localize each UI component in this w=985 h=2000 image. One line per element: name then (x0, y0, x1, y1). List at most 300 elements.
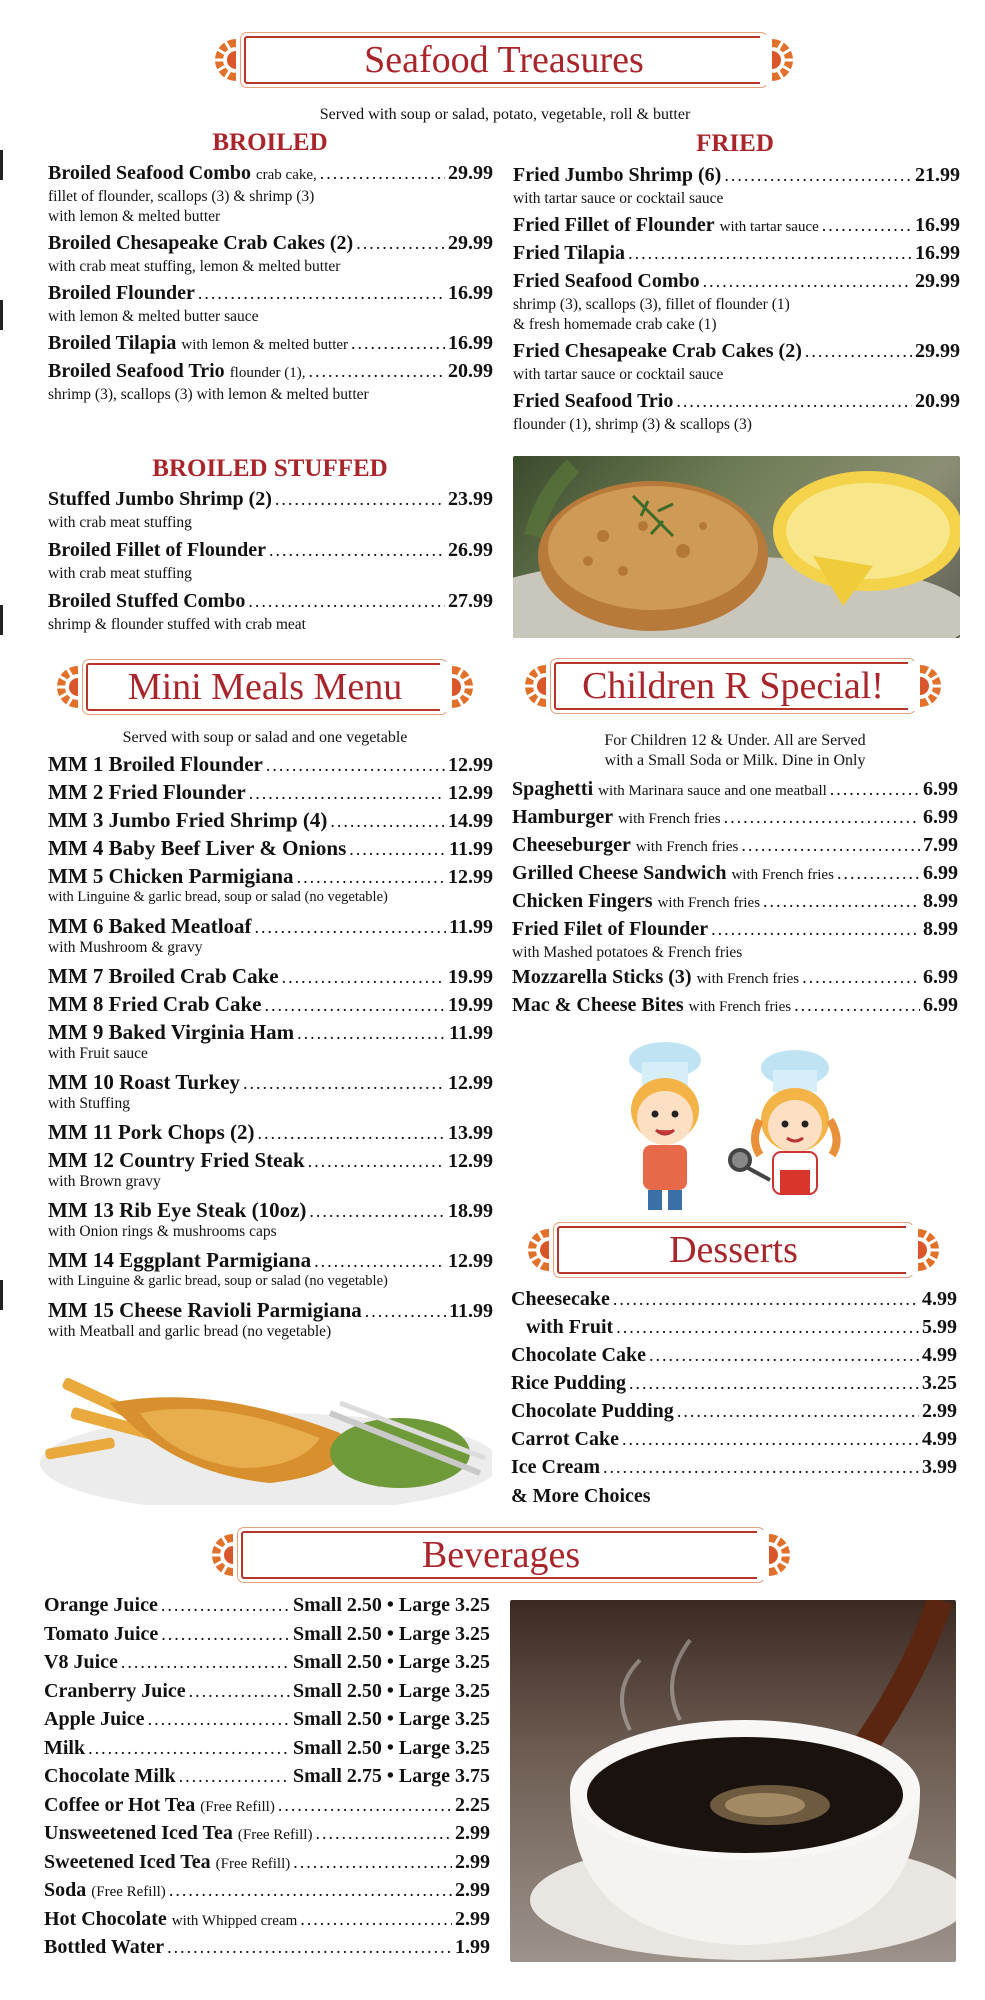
menu-item (48, 162, 493, 185)
item-note: with tartar sauce (719, 219, 819, 235)
sunburst-ornament-icon (760, 35, 810, 85)
menu-item (511, 1456, 957, 1479)
item-description: with crab meat stuffing (48, 565, 192, 582)
item-price: 26.99 (448, 539, 493, 561)
dot-leader (830, 779, 920, 800)
dot-leader (677, 1401, 919, 1422)
item-price: 11.99 (449, 838, 493, 860)
item-name: Rice Pudding (511, 1372, 627, 1394)
item-name: MM 1 Broiled Flounder (48, 752, 263, 776)
dot-leader (308, 1151, 445, 1172)
item-price: 18.99 (448, 1200, 493, 1222)
item-price: 11.99 (449, 1300, 493, 1322)
item-description: fillet of flounder, scallops (3) & shrimp (3) (48, 188, 315, 205)
item-name: MM 4 Baby Beef Liver & Onions (48, 836, 347, 860)
menu-item (44, 1879, 490, 1902)
menu-item (48, 992, 493, 1017)
item-name: Cheesecake (511, 1288, 610, 1310)
item-name: Chocolate Milk (44, 1765, 176, 1787)
dot-leader (351, 333, 445, 354)
beverages-banner (195, 1527, 807, 1583)
item-description: with Onion rings & mushrooms caps (48, 1223, 277, 1240)
dot-leader (763, 891, 920, 912)
dot-leader (167, 1937, 452, 1958)
children-subtitle-1: For Children 12 & Under. All are Served (604, 732, 866, 749)
item-price: 29.99 (915, 270, 960, 292)
menu-item (513, 270, 960, 293)
item-name: Tomato Juice (44, 1622, 159, 1645)
item-price: 12.99 (448, 754, 493, 776)
item-price: Small 2.50 • Large 3.25 (293, 1679, 490, 1702)
dot-leader (161, 1595, 290, 1616)
item-name: Fried Chesapeake Crab Cakes (2) (513, 340, 802, 362)
item-name: Soda (44, 1879, 87, 1901)
item-note: (Free Refill) (215, 1855, 291, 1872)
item-price: 12.99 (448, 782, 493, 804)
dot-leader (278, 1795, 452, 1816)
item-price: 29.99 (448, 162, 493, 184)
page-edge-mark (0, 605, 3, 635)
dot-leader (649, 1345, 919, 1366)
item-name: Fried Jumbo Shrimp (6) (513, 164, 722, 186)
sunburst-ornament-icon (757, 1530, 807, 1580)
item-name: Mac & Cheese Bites (512, 994, 684, 1016)
menu-item (44, 1908, 490, 1931)
item-price: 29.99 (915, 340, 960, 362)
menu-item (48, 864, 493, 889)
menu-item (512, 806, 958, 829)
item-price: 6.99 (923, 862, 958, 884)
item-price: Small 2.75 • Large 3.75 (293, 1765, 490, 1787)
item-note: with French fries (696, 971, 800, 987)
item-description: shrimp & flounder stuffed with crab meat (48, 616, 306, 633)
item-price: 4.99 (922, 1428, 957, 1450)
item-note: with French fries (731, 867, 834, 883)
item-name: Chocolate Pudding (511, 1400, 674, 1422)
dot-leader (724, 165, 912, 186)
dot-leader (269, 540, 445, 561)
item-name: MM 15 Cheese Ravioli Parmigiana (48, 1298, 362, 1322)
item-price: 8.99 (923, 890, 958, 912)
item-price: 2.99 (455, 1907, 490, 1930)
menu-item (48, 1198, 493, 1223)
item-name: Fried Fillet of Flounder (513, 214, 715, 236)
menu-item (48, 1298, 493, 1323)
dot-leader (724, 807, 920, 828)
item-price: 12.99 (448, 1150, 493, 1172)
seafood-title: Seafood Treasures (364, 39, 644, 81)
item-description: with Linguine & garlic bread, soup or salad (no vegetable) (48, 1273, 388, 1289)
item-name: MM 9 Baked Virginia Ham (48, 1020, 295, 1044)
item-name: Spaghetti (512, 778, 594, 800)
broiled-stuffed-heading: BROILED STUFFED (152, 455, 388, 482)
item-price: 2.99 (455, 1850, 490, 1873)
item-name: MM 10 Roast Turkey (48, 1070, 240, 1094)
item-description: shrimp (3), scallops (3) with lemon & melted butter (48, 386, 369, 403)
menu-item (48, 539, 493, 562)
sunburst-ornament-icon (40, 662, 90, 712)
item-name: Apple Juice (44, 1708, 145, 1730)
children-subtitle-2: with a Small Soda or Milk. Dine in Only (604, 752, 866, 769)
menu-item (511, 1400, 957, 1423)
dot-leader (179, 1766, 290, 1787)
menu-item (44, 1765, 490, 1788)
item-description: with Brown gravy (48, 1173, 161, 1190)
menu-item (48, 964, 493, 989)
item-name: Fried Tilapia (513, 242, 626, 264)
crab-cake-photo (513, 456, 960, 638)
menu-item (48, 1248, 493, 1273)
item-name: MM 7 Broiled Crab Cake (48, 964, 279, 988)
seafood-banner (198, 32, 810, 88)
item-note: with Whipped cream (171, 1912, 298, 1929)
broiled-heading: BROILED (212, 129, 328, 156)
dot-leader (264, 995, 445, 1016)
dot-leader (258, 1123, 446, 1144)
item-price: 6.99 (923, 994, 958, 1016)
item-price: Small 2.50 • Large 3.25 (293, 1651, 490, 1673)
item-name: with Fruit (526, 1316, 614, 1338)
sunburst-ornament-icon (198, 35, 248, 85)
dot-leader (802, 967, 920, 988)
item-name: V8 Juice (44, 1651, 118, 1673)
item-name: Broiled Seafood Trio (48, 360, 225, 382)
dot-leader (676, 391, 912, 412)
menu-item (44, 1822, 490, 1845)
item-note: crab cake, (255, 167, 317, 183)
dot-leader (161, 1624, 290, 1645)
dot-leader (365, 1301, 446, 1322)
desserts-more-choices: & More Choices (511, 1485, 651, 1507)
sunburst-ornament-icon (440, 662, 490, 712)
item-price: 27.99 (448, 590, 493, 612)
children-title: Children R Special! (582, 665, 884, 707)
dot-leader (613, 1289, 919, 1310)
dot-leader (805, 341, 912, 362)
item-name: Chicken Fingers (512, 890, 653, 912)
item-price: Small 2.50 • Large 3.25 (293, 1708, 490, 1730)
dot-leader (628, 243, 912, 264)
item-name: Hamburger (512, 806, 614, 828)
mini-meals-subtitle: Served with soup or salad and one vegetable (122, 729, 408, 746)
item-name: MM 5 Chicken Parmigiana (48, 864, 294, 888)
dot-leader (293, 1852, 452, 1873)
item-name: Fried Filet of Flounder (512, 918, 709, 940)
menu-item (48, 360, 493, 383)
menu-item (48, 1148, 493, 1173)
item-description: with lemon & melted butter (48, 208, 221, 225)
menu-item (512, 834, 958, 857)
seafood-subtitle: Served with soup or salad, potato, vegetable, roll & butter (319, 106, 691, 123)
dot-leader (121, 1652, 290, 1673)
item-name: Mozzarella Sticks (3) (512, 966, 692, 988)
menu-item (513, 214, 960, 237)
dot-leader (837, 863, 920, 884)
item-name: MM 6 Baked Meatloaf (48, 914, 252, 938)
item-price: 13.99 (448, 1122, 493, 1144)
item-note: with lemon & melted butter (181, 337, 349, 353)
item-description: with lemon & melted butter sauce (48, 308, 259, 325)
dot-leader (309, 361, 446, 382)
menu-item (513, 242, 960, 265)
menu-item (48, 914, 493, 939)
menu-item (511, 1288, 957, 1311)
menu-item (511, 1428, 957, 1451)
menu-item (44, 1651, 490, 1674)
dot-leader (822, 215, 912, 236)
page-edge-mark (0, 1280, 3, 1310)
item-name: Broiled Fillet of Flounder (48, 539, 266, 561)
dot-leader (198, 283, 445, 304)
item-price: 3.25 (922, 1372, 957, 1394)
item-name: MM 12 Country Fried Steak (48, 1148, 305, 1172)
item-name: Broiled Seafood Combo (48, 162, 251, 184)
dot-leader (189, 1681, 290, 1702)
item-price: 14.99 (448, 810, 493, 832)
dot-leader (315, 1823, 452, 1844)
menu-item (526, 1316, 957, 1339)
item-note: (Free Refill) (200, 1798, 275, 1815)
mini-meals-banner (40, 659, 490, 715)
item-name: MM 2 Fried Flounder (48, 780, 246, 804)
item-price: 20.99 (915, 390, 960, 412)
item-price: 1.99 (455, 1936, 490, 1958)
menu-item (48, 808, 493, 833)
dot-leader (616, 1317, 919, 1338)
dot-leader (349, 839, 446, 860)
item-description: with Fruit sauce (48, 1045, 148, 1062)
item-price: Small 2.50 • Large 3.25 (293, 1622, 490, 1645)
item-price: 19.99 (448, 966, 493, 988)
item-price: 8.99 (923, 918, 958, 940)
item-note: with Marinara sauce and one meatball (598, 783, 827, 799)
dot-leader (300, 1909, 452, 1930)
item-note: (Free Refill) (91, 1884, 166, 1900)
dot-leader (629, 1373, 919, 1394)
menu-item (48, 488, 493, 511)
item-name: Grilled Cheese Sandwich (512, 862, 727, 884)
menu-item (48, 282, 493, 305)
item-note: with French fries (657, 895, 761, 911)
item-price: 11.99 (449, 916, 493, 938)
dot-leader (266, 755, 445, 776)
item-name: Carrot Cake (511, 1428, 619, 1450)
item-name: Broiled Flounder (48, 282, 195, 304)
item-price: 5.99 (922, 1316, 957, 1338)
dot-leader (603, 1457, 919, 1478)
dot-leader (314, 1251, 445, 1272)
item-price: Small 2.50 • Large 3.25 (293, 1594, 490, 1616)
dot-leader (248, 591, 445, 612)
desserts-title: Desserts (669, 1229, 798, 1271)
dot-leader (741, 835, 920, 856)
menu-item (44, 1708, 490, 1731)
dot-leader (622, 1429, 919, 1450)
item-price: 21.99 (915, 164, 960, 186)
menu-item (48, 590, 493, 613)
menu-item (44, 1794, 490, 1817)
dot-leader (282, 967, 445, 988)
item-name: MM 14 Eggplant Parmigiana (48, 1248, 312, 1272)
item-price: 7.99 (923, 834, 958, 856)
sunburst-ornament-icon (195, 1530, 245, 1580)
menu-item (512, 966, 958, 989)
page-edge-mark (0, 300, 3, 330)
item-name: Fried Seafood Combo (513, 270, 700, 292)
item-price: 6.99 (923, 778, 958, 800)
item-price: 16.99 (915, 242, 960, 264)
menu-item (48, 1120, 493, 1145)
menu-item (511, 1372, 957, 1395)
fried-heading: FRIED (696, 130, 774, 157)
dot-leader (356, 233, 445, 254)
sunburst-ornament-icon (906, 1225, 956, 1275)
sunburst-ornament-icon (508, 661, 558, 711)
item-price: 2.99 (922, 1400, 957, 1422)
item-price: 16.99 (448, 282, 493, 304)
item-price: 16.99 (915, 214, 960, 236)
dot-leader (320, 163, 445, 184)
item-name: Coffee or Hot Tea (44, 1793, 196, 1816)
item-description: with Mashed potatoes & French fries (512, 944, 743, 961)
item-description: with Meatball and garlic bread (no vegetable) (48, 1323, 332, 1340)
item-name: MM 11 Pork Chops (2) (48, 1120, 255, 1144)
menu-item (513, 340, 960, 363)
menu-item (512, 862, 958, 885)
menu-item (513, 390, 960, 413)
menu-item (513, 164, 960, 187)
item-price: 4.99 (922, 1344, 957, 1366)
item-price: 20.99 (448, 360, 493, 382)
item-name: Ice Cream (511, 1456, 601, 1478)
dot-leader (297, 1023, 446, 1044)
item-name: Sweetened Iced Tea (44, 1850, 211, 1873)
item-note: with French fries (688, 999, 792, 1015)
item-price: 16.99 (448, 332, 493, 354)
item-description: flounder (1), shrimp (3) & scallops (3) (513, 416, 752, 433)
item-price: 29.99 (448, 232, 493, 254)
menu-item (44, 1737, 490, 1760)
item-name: MM 13 Rib Eye Steak (10oz) (48, 1198, 307, 1222)
item-price: 11.99 (449, 1022, 493, 1044)
beverages-title: Beverages (421, 1534, 581, 1576)
menu-item (512, 918, 958, 941)
item-name: Unsweetened Iced Tea (44, 1822, 233, 1844)
item-name: Orange Juice (44, 1594, 158, 1616)
dot-leader (309, 1201, 445, 1222)
menu-item (48, 752, 493, 777)
item-name: Fried Seafood Trio (513, 390, 674, 412)
menu-item (511, 1344, 957, 1367)
item-note: with French fries (635, 839, 739, 855)
dot-leader (703, 271, 912, 292)
menu-item (44, 1623, 490, 1646)
menu-item (512, 890, 958, 913)
item-description: with tartar sauce or cocktail sauce (513, 366, 724, 383)
item-note: with French fries (618, 811, 721, 827)
kids-chef-illustration (610, 1040, 870, 1220)
item-name: Broiled Chesapeake Crab Cakes (2) (48, 232, 354, 254)
item-name: Broiled Tilapia (48, 332, 177, 354)
item-price: 3.99 (922, 1456, 957, 1478)
item-price: 19.99 (448, 994, 493, 1016)
menu-item (44, 1680, 490, 1703)
item-description: with Stuffing (48, 1095, 130, 1112)
item-description: with crab meat stuffing, lemon & melted butter (48, 258, 341, 275)
fried-fish-photo (40, 1373, 492, 1505)
dot-leader (255, 917, 447, 938)
dot-leader (275, 489, 445, 510)
item-price: 12.99 (448, 1072, 493, 1094)
item-description: with tartar sauce or cocktail sauce (513, 190, 724, 207)
item-name: Cheeseburger (512, 834, 631, 856)
item-description: shrimp (3), scallops (3), fillet of flounder (1) (513, 296, 790, 313)
item-name: MM 3 Jumbo Fried Shrimp (4) (48, 808, 328, 832)
item-price: 2.99 (455, 1822, 490, 1844)
menu-item (512, 778, 958, 801)
menu-item (48, 836, 493, 861)
item-price: 23.99 (448, 488, 493, 510)
item-name: Broiled Stuffed Combo (48, 590, 246, 612)
menu-item (48, 1020, 493, 1045)
item-price: 2.25 (455, 1793, 490, 1816)
item-description: & fresh homemade crab cake (1) (513, 316, 717, 333)
dot-leader (297, 867, 445, 888)
item-note: (Free Refill) (237, 1827, 313, 1843)
menu-item (48, 232, 493, 255)
desserts-banner (511, 1222, 956, 1278)
item-name: Stuffed Jumbo Shrimp (2) (48, 488, 272, 510)
item-name: Chocolate Cake (511, 1344, 646, 1366)
item-price: 12.99 (448, 1250, 493, 1272)
dot-leader (169, 1880, 452, 1901)
menu-item (48, 1070, 493, 1095)
dot-leader (711, 919, 920, 940)
dot-leader (148, 1709, 290, 1730)
item-price: Small 2.50 • Large 3.25 (293, 1736, 490, 1759)
menu-item (48, 332, 493, 355)
item-price: 12.99 (448, 866, 493, 888)
page-edge-mark (0, 150, 3, 180)
item-note: flounder (1), (229, 365, 306, 381)
item-description: with crab meat stuffing (48, 514, 192, 531)
item-name: Hot Chocolate (44, 1907, 167, 1930)
item-price: 6.99 (923, 966, 958, 988)
dot-leader (330, 811, 445, 832)
menu-item (512, 994, 958, 1017)
item-price: 4.99 (922, 1288, 957, 1310)
dot-leader (249, 783, 445, 804)
dot-leader (88, 1738, 290, 1759)
item-name: Milk (44, 1736, 86, 1759)
item-price: 2.99 (455, 1879, 490, 1901)
dot-leader (794, 995, 920, 1016)
children-banner (508, 658, 958, 714)
item-description: with Linguine & garlic bread, soup or salad (no vegetable) (48, 889, 388, 905)
menu-item (48, 780, 493, 805)
sunburst-ornament-icon (908, 661, 958, 711)
menu-item (44, 1594, 490, 1617)
sunburst-ornament-icon (511, 1225, 561, 1275)
coffee-cup-photo (510, 1600, 956, 1962)
menu-item (44, 1851, 490, 1874)
menu-item (44, 1936, 490, 1959)
item-name: Cranberry Juice (44, 1679, 186, 1702)
item-name: MM 8 Fried Crab Cake (48, 992, 262, 1016)
item-name: Bottled Water (44, 1936, 165, 1958)
dot-leader (243, 1073, 445, 1094)
mini-meals-title: Mini Meals Menu (127, 666, 403, 708)
